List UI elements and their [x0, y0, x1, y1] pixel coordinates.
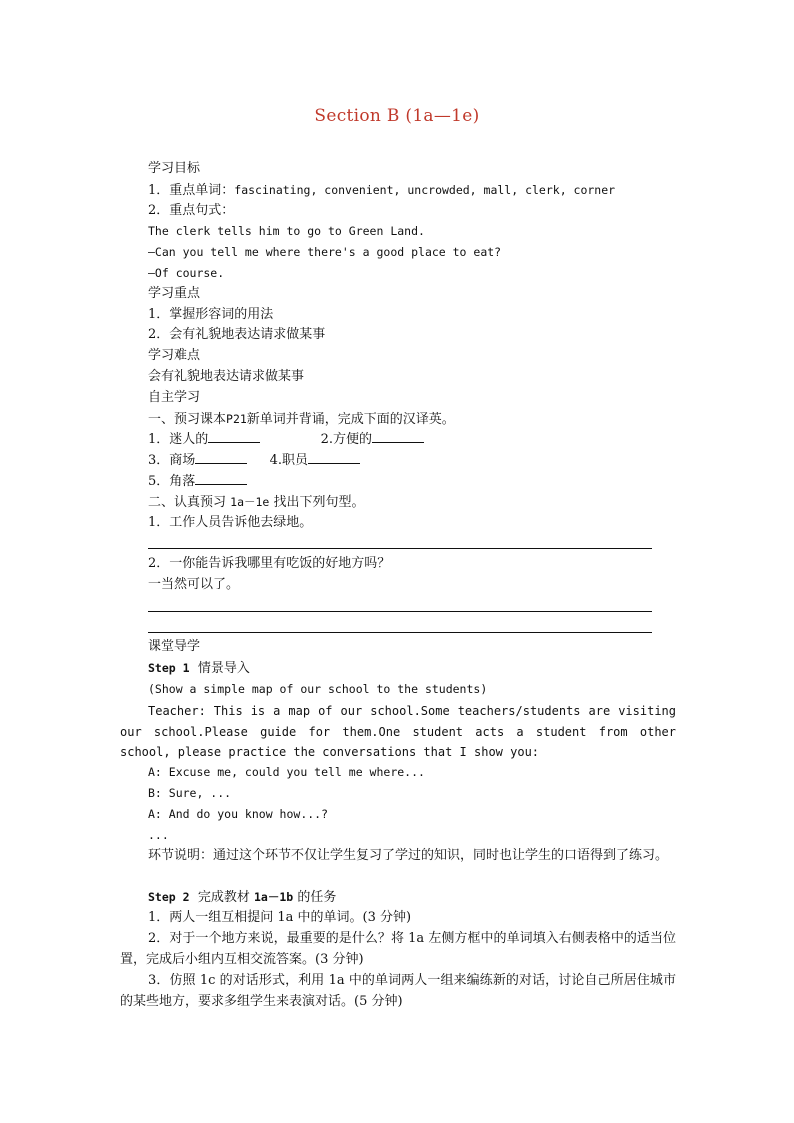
vocab-blank-row-2 [148, 451, 360, 470]
answer-line-3[interactable] [148, 632, 652, 633]
step1-title: 情景导入 [197, 661, 250, 676]
sentences-label: 2．重点句式： [148, 203, 235, 218]
task-2: 2．对于一个地方来说，最重要的是什么？将 1a 左侧方框中的单词填入右侧表格中的适当位置，完成后小组内互相交流答案。(3 分钟) [120, 931, 676, 967]
question-2-reply: 一当然可以了。 [148, 577, 240, 592]
key-sentence-2: —Can you tell me where there's a good place to eat? [148, 245, 502, 259]
key-sentence-1: The clerk tells him to go to Green Land. [148, 224, 425, 238]
vocab-line [148, 181, 615, 200]
difficulty-text: 会有礼貌地表达请求做某事 [148, 369, 305, 384]
step2-label: Step 2 [148, 890, 190, 904]
answer-line-2[interactable] [148, 611, 652, 612]
focus-item-2: 2．会有礼貌地表达请求做某事 [148, 327, 326, 342]
answer-blank-2[interactable] [372, 430, 424, 443]
answer-line-1[interactable] [148, 548, 652, 549]
question-1: 1．工作人员告诉他去绿地。 [148, 515, 313, 530]
focus-heading: 学习重点 [148, 286, 201, 301]
vocab-list: fascinating, convenient, uncrowded, mall, clerk, corner [234, 183, 616, 197]
answer-blank-4[interactable] [308, 451, 360, 464]
self-study-part1: 一、预习课本P21新单词并背诵，完成下面的汉译英。 [148, 412, 455, 427]
self-study-heading: 自主学习 [148, 390, 201, 405]
answer-blank-1[interactable] [208, 430, 260, 443]
goals-heading: 学习目标 [148, 161, 201, 176]
focus-item-1: 1．掌握形容词的用法 [148, 307, 274, 322]
step1-line [148, 659, 250, 678]
blank-label-3: 3．商场 [148, 453, 196, 468]
step1-label: Step 1 [148, 661, 190, 675]
blank-label-4: 4.职员 [269, 453, 308, 468]
blank-label-5: 5．角落 [148, 474, 196, 489]
key-sentence-3: —Of course. [148, 266, 225, 280]
difficulty-heading: 学习难点 [148, 348, 201, 363]
answer-blank-5[interactable] [195, 472, 247, 485]
task-1: 1．两人一组互相提问 1a 中的单词。(3 分钟) [148, 910, 412, 925]
vocab-label: 1．重点单词： [148, 183, 235, 198]
vocab-blank-row-3 [148, 472, 247, 491]
question-2: 2．一你能告诉我哪里有吃饭的好地方吗？ [148, 556, 391, 571]
vocab-blank-row-1 [148, 430, 424, 449]
teacher-paragraph: Teacher: This is a map of our school.Some teachers/students are visiting our school.Please guide for them.One student acts a student from other school, please practice the conversations that I show you: [120, 704, 676, 760]
self-study-part2: 二、认真预习 1a－1e 找出下列句型。 [148, 495, 365, 510]
step1-note: (Show a simple map of our school to the students) [148, 682, 488, 696]
page-title: Section B (1a—1e) [314, 106, 480, 126]
answer-blank-3[interactable] [195, 451, 247, 464]
dialogue-a1: A: Excuse me, could you tell me where... [148, 765, 425, 779]
dialogue-a2: A: And do you know how...? [148, 807, 329, 821]
dialogue-ellipsis: ... [148, 828, 169, 842]
blank-label-2: 2.方便的 [320, 432, 372, 447]
step2-line: Step 2 完成教材 1a－1b 的任务 [148, 890, 337, 905]
blank-label-1: 1．迷人的 [148, 432, 209, 447]
classroom-heading: 课堂导学 [148, 639, 201, 654]
explanation-paragraph: 环节说明：通过这个环节不仅让学生复习了学过的知识，同时也让学生的口语得到了练习。 [148, 848, 669, 863]
task-3: 3．仿照 1c 的对话形式，利用 1a 中的单词两人一组来编练新的对话，讨论自己所居住城市的某些地方，要求多组学生来表演对话。(5 分钟) [120, 973, 676, 1009]
dialogue-b1: B: Sure, ... [148, 786, 232, 800]
